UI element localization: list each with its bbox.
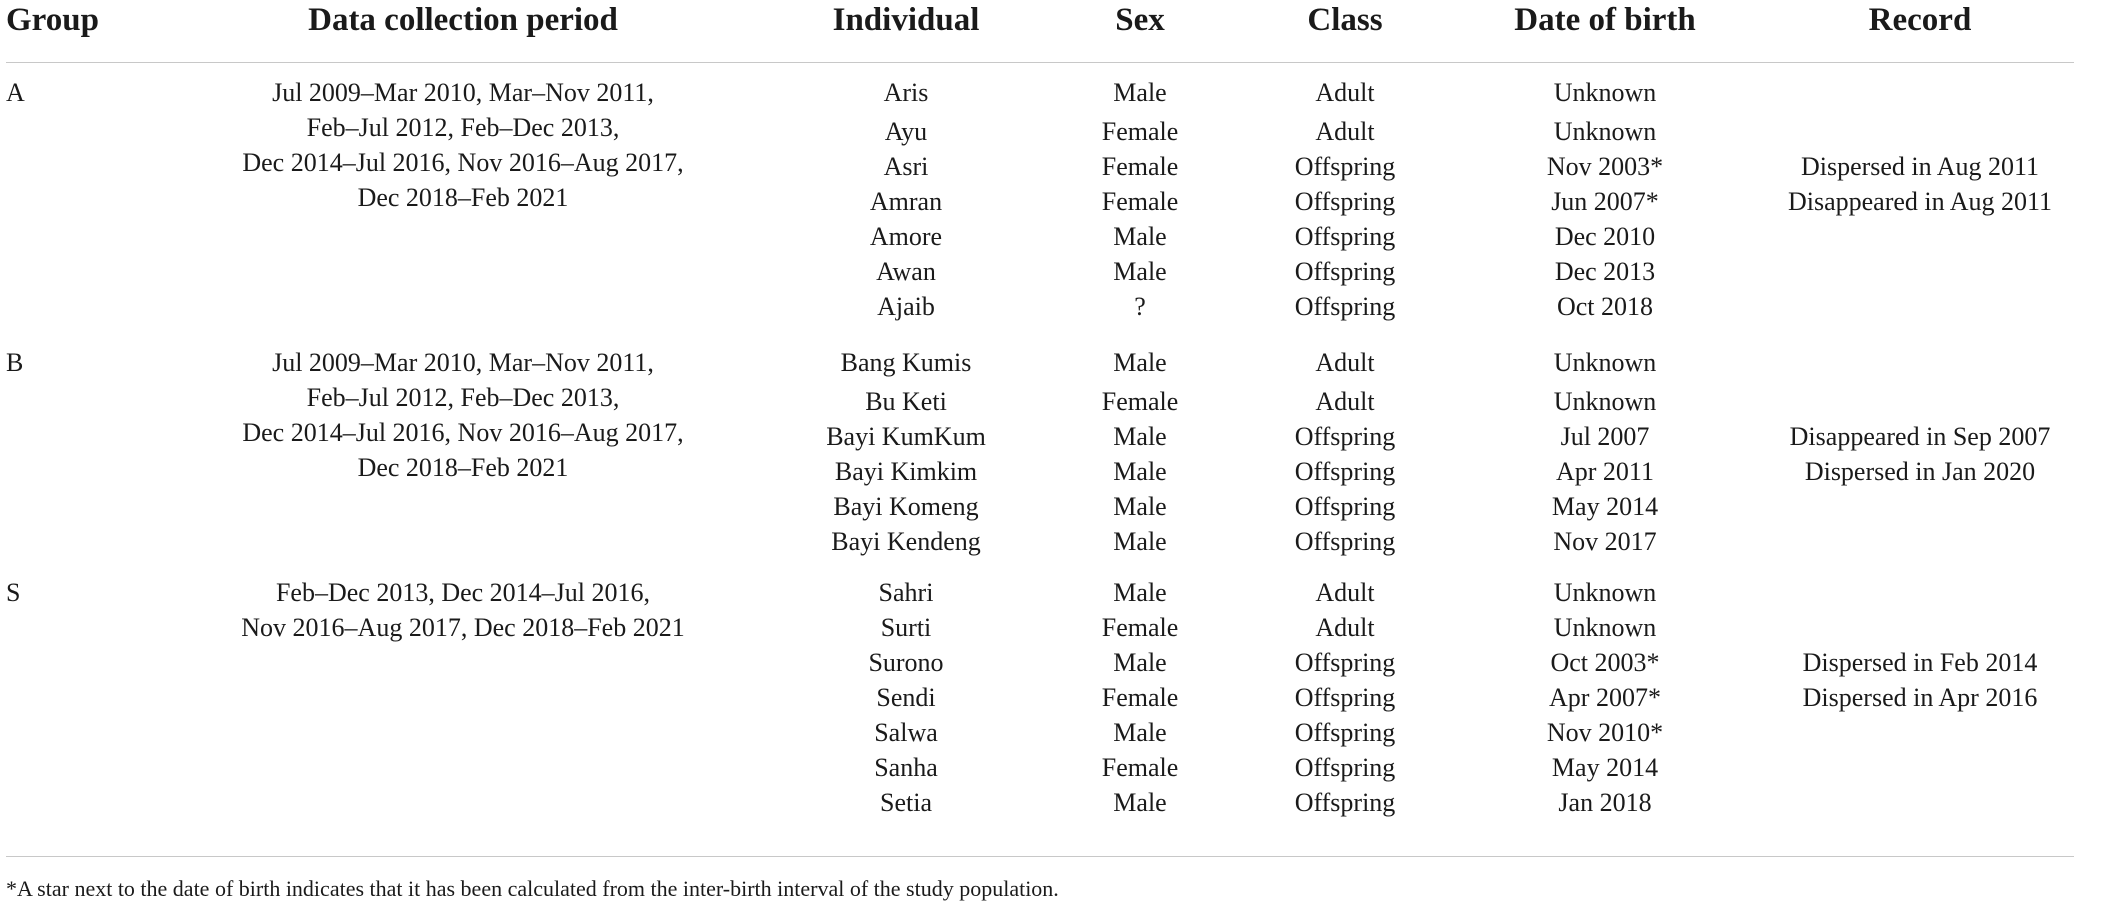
class-value: Offspring <box>1294 422 1396 451</box>
sex-value: Male <box>1113 718 1167 747</box>
date-of-birth-value: Apr 2007* <box>1549 683 1661 712</box>
date-of-birth-value: May 2014 <box>1551 492 1659 521</box>
individual-name: Ayu <box>884 117 928 146</box>
header-record: Record <box>1868 2 1972 38</box>
class-value: Offspring <box>1294 222 1396 251</box>
date-of-birth-value: Jan 2018 <box>1558 788 1652 817</box>
individual-name: Salwa <box>874 718 938 747</box>
collection-period <box>203 75 723 215</box>
date-of-birth-value: Jul 2007 <box>1560 422 1650 451</box>
collection-period-line: Dec 2018–Feb 2021 <box>357 183 569 212</box>
date-of-birth-value: Nov 2017 <box>1553 527 1657 556</box>
date-of-birth-value: Unknown <box>1553 78 1657 107</box>
class-value: Adult <box>1315 613 1375 642</box>
individual-name: Asri <box>883 152 929 181</box>
individual-name: Surono <box>868 648 944 677</box>
class-value: Offspring <box>1294 492 1396 521</box>
sex-value: Female <box>1101 117 1179 146</box>
individual-name: Sendi <box>876 683 936 712</box>
bottom-rule <box>6 856 2074 857</box>
collection-period <box>203 575 723 645</box>
date-of-birth-value: Apr 2011 <box>1556 457 1654 486</box>
record-value: Disappeared in Aug 2011 <box>1787 187 2053 216</box>
collection-period-line: Jul 2009–Mar 2010, Mar–Nov 2011, <box>272 348 654 377</box>
class-value: Offspring <box>1294 187 1396 216</box>
class-value: Offspring <box>1294 257 1396 286</box>
header-group: Group <box>6 2 99 38</box>
sex-value: Male <box>1113 457 1167 486</box>
date-of-birth-value: Nov 2003* <box>1546 152 1664 181</box>
collection-period-line: Feb–Jul 2012, Feb–Dec 2013, <box>306 383 620 412</box>
date-of-birth-value: Unknown <box>1553 348 1657 377</box>
record-value: Dispersed in Aug 2011 <box>1800 152 2040 181</box>
individual-name: Sahri <box>878 578 934 607</box>
date-of-birth-value: Unknown <box>1553 578 1657 607</box>
class-value: Offspring <box>1294 292 1396 321</box>
header-class: Class <box>1307 2 1383 38</box>
date-of-birth-value: Unknown <box>1553 117 1657 146</box>
individual-name: Amran <box>869 187 943 216</box>
sex-value: ? <box>1134 292 1146 321</box>
individual-name: Bayi Kendeng <box>831 527 981 556</box>
class-value: Offspring <box>1294 683 1396 712</box>
individual-name: Aris <box>883 78 929 107</box>
group-label: S <box>6 578 21 607</box>
individual-name: Bang Kumis <box>840 348 972 377</box>
individual-name: Bayi Komeng <box>833 492 979 521</box>
individual-name: Surti <box>880 613 932 642</box>
collection-period-line: Feb–Dec 2013, Dec 2014–Jul 2016, <box>275 578 651 607</box>
record-value: Dispersed in Apr 2016 <box>1802 683 2038 712</box>
collection-period-line: Jul 2009–Mar 2010, Mar–Nov 2011, <box>272 78 654 107</box>
individual-name: Bu Keti <box>865 387 947 416</box>
collection-period-line: Feb–Jul 2012, Feb–Dec 2013, <box>306 113 620 142</box>
date-of-birth-value: Dec 2010 <box>1554 222 1656 251</box>
sex-value: Female <box>1101 613 1179 642</box>
sex-value: Male <box>1113 578 1167 607</box>
individual-name: Amore <box>869 222 943 251</box>
record-value: Disappeared in Sep 2007 <box>1789 422 2051 451</box>
sex-value: Male <box>1113 348 1167 377</box>
date-of-birth-value: Dec 2013 <box>1554 257 1656 286</box>
sex-value: Male <box>1113 788 1167 817</box>
date-of-birth-value: May 2014 <box>1551 753 1659 782</box>
collection-period-line: Dec 2014–Jul 2016, Nov 2016–Aug 2017, <box>242 418 684 447</box>
sex-value: Male <box>1113 257 1167 286</box>
sex-value: Male <box>1113 222 1167 251</box>
sex-value: Female <box>1101 152 1179 181</box>
class-value: Offspring <box>1294 788 1396 817</box>
sex-value: Male <box>1113 648 1167 677</box>
collection-period-line: Dec 2014–Jul 2016, Nov 2016–Aug 2017, <box>242 148 684 177</box>
sex-value: Female <box>1101 683 1179 712</box>
class-value: Offspring <box>1294 152 1396 181</box>
individual-name: Bayi Kimkim <box>834 457 978 486</box>
collection-period-line: Nov 2016–Aug 2017, Dec 2018–Feb 2021 <box>241 613 685 642</box>
sex-value: Male <box>1113 492 1167 521</box>
date-of-birth-value: Nov 2010* <box>1546 718 1664 747</box>
class-value: Offspring <box>1294 753 1396 782</box>
class-value: Offspring <box>1294 527 1396 556</box>
individual-name: Ajaib <box>877 292 935 321</box>
group-label: A <box>6 78 25 107</box>
class-value: Offspring <box>1294 457 1396 486</box>
individual-name: Setia <box>880 788 932 817</box>
header-date-of-birth: Date of birth <box>1514 2 1696 38</box>
class-value: Offspring <box>1294 718 1396 747</box>
date-of-birth-value: Oct 2003* <box>1550 648 1660 677</box>
header-individual: Individual <box>832 2 980 38</box>
date-of-birth-value: Oct 2018 <box>1556 292 1654 321</box>
sex-value: Male <box>1113 422 1167 451</box>
class-value: Adult <box>1315 78 1375 107</box>
header-sex: Sex <box>1115 2 1165 38</box>
class-value: Offspring <box>1294 648 1396 677</box>
header-rule <box>6 62 2074 63</box>
record-value: Dispersed in Feb 2014 <box>1802 648 2038 677</box>
class-value: Adult <box>1315 348 1375 377</box>
sex-value: Female <box>1101 187 1179 216</box>
sex-value: Male <box>1113 527 1167 556</box>
footnote: *A star next to the date of birth indicates that it has been calculated from the inter-birth interval of the study population. <box>6 876 1059 901</box>
record-value: Dispersed in Jan 2020 <box>1804 457 2036 486</box>
sex-value: Female <box>1101 387 1179 416</box>
date-of-birth-value: Unknown <box>1553 387 1657 416</box>
class-value: Adult <box>1315 387 1375 416</box>
individual-name: Bayi KumKum <box>826 422 986 451</box>
class-value: Adult <box>1315 117 1375 146</box>
date-of-birth-value: Jun 2007* <box>1551 187 1659 216</box>
individual-name: Sanha <box>874 753 938 782</box>
collection-period <box>203 345 723 485</box>
sex-value: Female <box>1101 753 1179 782</box>
date-of-birth-value: Unknown <box>1553 613 1657 642</box>
collection-period-line: Dec 2018–Feb 2021 <box>357 453 569 482</box>
group-label: B <box>6 348 24 377</box>
sex-value: Male <box>1113 78 1167 107</box>
individual-name: Awan <box>876 257 936 286</box>
header-period: Data collection period <box>308 2 618 38</box>
class-value: Adult <box>1315 578 1375 607</box>
